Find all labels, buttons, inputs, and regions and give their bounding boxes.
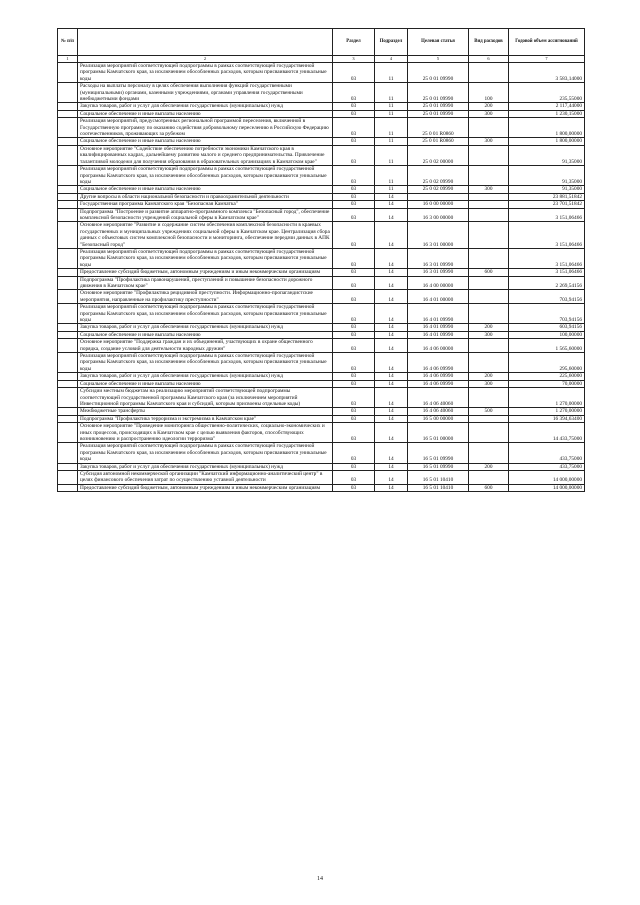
cell-num xyxy=(58,484,78,491)
cell-name: Расходы на выплаты персоналу в целях обеспечения выполнения функций государственными (муниципальными) органами, казенными учреждениями, органами управления государственными внебюджетными фондами xyxy=(78,83,333,103)
cell-csr: 16 3 01 00000 xyxy=(408,222,469,249)
cell-razdel: 03 xyxy=(333,470,375,484)
cell-name: Предоставление субсидий бюджетным, автономным учреждениям и иным некоммерческим организациям xyxy=(78,269,333,276)
cell-vr xyxy=(469,222,509,249)
cell-vr xyxy=(469,339,509,353)
cell-razdel: 03 xyxy=(333,103,375,110)
cell-name: Закупка товаров, работ и услуг для обеспечения государственных (муниципальных) нужд xyxy=(78,324,333,331)
cell-csr: 25 0 01 09990 xyxy=(408,103,469,110)
cell-num xyxy=(58,201,78,208)
header-name xyxy=(78,29,333,56)
cell-amount: 603,94156 xyxy=(509,324,585,331)
cell-podrazdel: 11 xyxy=(375,110,408,117)
cell-podrazdel: 14 xyxy=(375,380,408,387)
cell-num xyxy=(58,83,78,103)
cell-name: Основное мероприятие "Профилактика рецидивной преступности. Информационно-пропагандистские мероприятия, направленные на профилактику преступности" xyxy=(78,290,333,304)
table-row xyxy=(58,443,585,463)
cell-razdel: 03 xyxy=(333,423,375,443)
cell-vr xyxy=(469,166,509,186)
cell-podrazdel: 14 xyxy=(375,415,408,422)
cell-name: Государственная программа Камчатского края "Безопасная Камчатка" xyxy=(78,201,333,208)
cell-vr xyxy=(469,443,509,463)
cell-num xyxy=(58,470,78,484)
cell-vr: 200 xyxy=(469,103,509,110)
cell-amount: 3 151,06466 xyxy=(509,222,585,249)
cell-amount: 70,00000 xyxy=(509,380,585,387)
cell-csr: 16 5 01 09990 xyxy=(408,443,469,463)
cell-podrazdel: 14 xyxy=(375,408,408,415)
cell-vr: 500 xyxy=(469,408,509,415)
table-row xyxy=(58,380,585,387)
table-row xyxy=(58,138,585,145)
table-row xyxy=(58,415,585,422)
cell-podrazdel: 14 xyxy=(375,304,408,324)
cell-podrazdel: 14 xyxy=(375,388,408,408)
cell-csr: 16 5 00 00000 xyxy=(408,415,469,422)
table-row xyxy=(58,470,585,484)
cell-num xyxy=(58,145,78,165)
cell-name: Другие вопросы в области национальной безопасности и правоохранительной деятельности xyxy=(78,193,333,200)
cell-podrazdel: 11 xyxy=(375,186,408,193)
cell-vr: 300 xyxy=(469,110,509,117)
cell-razdel: 03 xyxy=(333,186,375,193)
cell-amount: 3 151,06466 xyxy=(509,269,585,276)
table-row xyxy=(58,388,585,408)
cell-razdel: 03 xyxy=(333,339,375,353)
cell-amount: 3 151,06466 xyxy=(509,208,585,222)
cell-name: Основное мероприятие "Развитие и содержание систем обеспечения комплексной безопасности в краевых государственных и муниципальных учреждениях социальной сферы в Камчатском крае. Централизация сбора данных с объектовых систем комплексной безопасности и мониторинга, обеспечение передачи данных в АПК "Безопасный город" xyxy=(78,222,333,249)
cell-vr: 300 xyxy=(469,380,509,387)
cell-csr: 16 4 06 09990 xyxy=(408,353,469,373)
cell-podrazdel: 14 xyxy=(375,269,408,276)
cell-name: Реализация мероприятий, предусмотренных региональной программой переселения, включенной в Государственную программу по оказанию содействия добровольному переселению в Российскую Федерацию соотечественников, проживающих за рубежом xyxy=(78,118,333,138)
cell-num xyxy=(58,373,78,380)
cell-amount: 14 433,75000 xyxy=(509,423,585,443)
table-row xyxy=(58,324,585,331)
cell-razdel: 03 xyxy=(333,304,375,324)
cell-amount: 3 583,14000 xyxy=(509,63,585,83)
cell-razdel: 03 xyxy=(333,222,375,249)
cell-num xyxy=(58,339,78,353)
cell-num xyxy=(58,388,78,408)
table-row xyxy=(58,269,585,276)
table-row xyxy=(58,222,585,249)
table-body xyxy=(58,63,585,492)
table-row xyxy=(58,290,585,304)
cell-podrazdel: 11 xyxy=(375,166,408,186)
cell-amount: 1 565,60000 xyxy=(509,339,585,353)
cell-amount: 433,75000 xyxy=(509,443,585,463)
cell-podrazdel: 11 xyxy=(375,145,408,165)
table-row xyxy=(58,484,585,491)
cell-razdel: 03 xyxy=(333,193,375,200)
cell-razdel: 03 xyxy=(333,331,375,338)
cell-csr: 16 5 01 00000 xyxy=(408,423,469,443)
cell-razdel: 03 xyxy=(333,415,375,422)
cell-name: Закупка товаров, работ и услуг для обеспечения государственных (муниципальных) нужд xyxy=(78,373,333,380)
cell-vr xyxy=(469,290,509,304)
cell-podrazdel: 11 xyxy=(375,138,408,145)
cell-podrazdel: 14 xyxy=(375,201,408,208)
cell-vr xyxy=(469,415,509,422)
column-index: 1 xyxy=(58,56,78,63)
table-row xyxy=(58,276,585,290)
cell-num xyxy=(58,186,78,193)
cell-vr: 300 xyxy=(469,138,509,145)
table-row xyxy=(58,145,585,165)
table-row xyxy=(58,353,585,373)
cell-csr: 25 0 02 09990 xyxy=(408,166,469,186)
cell-razdel: 03 xyxy=(333,380,375,387)
cell-name: Предоставление субсидий бюджетным, автономным учреждениям и иным некоммерческим организациям xyxy=(78,484,333,491)
cell-podrazdel: 14 xyxy=(375,339,408,353)
cell-amount: 14 000,00000 xyxy=(509,484,585,491)
cell-razdel: 03 xyxy=(333,324,375,331)
cell-csr: 16 3 01 09990 xyxy=(408,248,469,268)
cell-name: Основное мероприятие "Поддержка граждан и их объединений, участвующих в охране общественного порядка, создание условий для деятельности народных дружин" xyxy=(78,339,333,353)
cell-csr xyxy=(408,193,469,200)
cell-vr: 600 xyxy=(469,484,509,491)
header-row xyxy=(58,29,585,56)
cell-name: Закупка товаров, работ и услуг для обеспечения государственных (муниципальных) нужд xyxy=(78,103,333,110)
cell-num xyxy=(58,208,78,222)
cell-num xyxy=(58,304,78,324)
cell-amount: 23 881,51842 xyxy=(509,193,585,200)
cell-num xyxy=(58,380,78,387)
cell-amount: 225,60000 xyxy=(509,373,585,380)
cell-podrazdel: 14 xyxy=(375,276,408,290)
cell-amount: 14 000,00000 xyxy=(509,470,585,484)
cell-razdel: 03 xyxy=(333,484,375,491)
header-razdel: Раздел xyxy=(333,29,375,56)
cell-name: Социальное обеспечение и иные выплаты населению xyxy=(78,138,333,145)
header-num: № п/п xyxy=(58,29,78,56)
cell-amount: 91,35000 xyxy=(509,145,585,165)
header-vr: Вид расходов xyxy=(469,29,509,56)
table-row xyxy=(58,423,585,443)
table-row xyxy=(58,208,585,222)
cell-razdel: 03 xyxy=(333,145,375,165)
cell-razdel: 03 xyxy=(333,290,375,304)
column-index: 2 xyxy=(78,56,333,63)
cell-razdel: 03 xyxy=(333,248,375,268)
table-row xyxy=(58,339,585,353)
table-row xyxy=(58,304,585,324)
cell-podrazdel: 14 xyxy=(375,484,408,491)
cell-razdel: 03 xyxy=(333,276,375,290)
cell-name: Подпрограмма "Построение и развитие аппаратно-программного комплекса "Безопасный город", обеспечение комплексной безопасности учреждений социальной сферы в Камчатском крае" xyxy=(78,208,333,222)
cell-csr: 25 0 01 R0860 xyxy=(408,138,469,145)
table-row xyxy=(58,408,585,415)
cell-num xyxy=(58,222,78,249)
cell-amount: 433,75000 xyxy=(509,463,585,470)
cell-csr: 16 0 00 00000 xyxy=(408,201,469,208)
cell-name: Субсидия автономной некоммерческой организации "Камчатский информационно-аналитический центр" в целях финансового обеспечения затрат по осуществлению уставной деятельности xyxy=(78,470,333,484)
cell-num xyxy=(58,423,78,443)
cell-amount: 1 270,00000 xyxy=(509,408,585,415)
cell-num xyxy=(58,331,78,338)
cell-razdel: 03 xyxy=(333,463,375,470)
cell-podrazdel: 14 xyxy=(375,193,408,200)
table-row xyxy=(58,83,585,103)
cell-podrazdel: 14 xyxy=(375,324,408,331)
cell-csr: 16 4 01 00000 xyxy=(408,290,469,304)
cell-podrazdel: 14 xyxy=(375,353,408,373)
cell-num xyxy=(58,269,78,276)
table-row xyxy=(58,103,585,110)
column-index: 5 xyxy=(408,56,469,63)
column-index-row xyxy=(58,56,585,63)
cell-name: Субсидии местным бюджетам на реализацию мероприятий соответствующей подпрограммы соответствующей государственной программы Камчатского края (за исключением мероприятий Инвестиционной программы Камчатского края и субсидий, которым присвоены отдельные коды) xyxy=(78,388,333,408)
cell-podrazdel: 14 xyxy=(375,470,408,484)
cell-name: Реализация мероприятий соответствующей подпрограммы в рамках соответствующей государственной программы Камчатского края, за исключением обособленных расходов, которым присваиваются уникальные коды xyxy=(78,353,333,373)
cell-vr: 300 xyxy=(469,331,509,338)
cell-razdel: 03 xyxy=(333,373,375,380)
cell-razdel: 03 xyxy=(333,138,375,145)
table-row xyxy=(58,373,585,380)
cell-csr: 16 5 01 10410 xyxy=(408,470,469,484)
cell-name: Реализация мероприятий соответствующей подпрограммы в рамках соответствующей государственной программы Камчатского края, за исключением обособленных расходов, которым присваиваются уникальные коды xyxy=(78,304,333,324)
cell-csr: 25 0 01 09990 xyxy=(408,110,469,117)
cell-podrazdel: 11 xyxy=(375,63,408,83)
cell-vr xyxy=(469,193,509,200)
cell-num xyxy=(58,103,78,110)
cell-amount: 703,94156 xyxy=(509,304,585,324)
cell-csr: 25 0 01 R0860 xyxy=(408,118,469,138)
cell-vr xyxy=(469,145,509,165)
cell-csr: 16 4 06 40060 xyxy=(408,388,469,408)
cell-csr: 16 4 01 09990 xyxy=(408,304,469,324)
cell-amount: 100,00000 xyxy=(509,331,585,338)
cell-name: Межбюджетные трансферты xyxy=(78,408,333,415)
cell-vr xyxy=(469,423,509,443)
cell-csr: 16 4 01 09990 xyxy=(408,324,469,331)
cell-amount: 1 800,00000 xyxy=(509,138,585,145)
cell-csr: 16 4 06 00000 xyxy=(408,339,469,353)
cell-csr: 16 3 00 00000 xyxy=(408,208,469,222)
cell-vr xyxy=(469,304,509,324)
cell-name: Социальное обеспечение и иные выплаты населению xyxy=(78,380,333,387)
cell-razdel: 03 xyxy=(333,118,375,138)
cell-csr: 16 4 00 00000 xyxy=(408,276,469,290)
cell-amount: 1 230,15000 xyxy=(509,110,585,117)
cell-podrazdel: 14 xyxy=(375,208,408,222)
cell-razdel: 03 xyxy=(333,208,375,222)
cell-csr: 16 4 01 09990 xyxy=(408,331,469,338)
cell-name: Социальное обеспечение и иные выплаты населению xyxy=(78,186,333,193)
header-amount: Годовой объем ассигнований xyxy=(509,29,585,56)
cell-vr xyxy=(469,208,509,222)
cell-name: Основное мероприятие "Содействие обеспечению потребности экономики Камчатского края в квалифицированных кадрах, дальнейшему развитию малого и среднего предпринимательства. Привлечение талантливой молодежи для получения образования в образовательных организациях в Камчатском крае" xyxy=(78,145,333,165)
cell-amount: 1 800,00000 xyxy=(509,118,585,138)
budget-table xyxy=(57,28,585,492)
cell-csr: 25 0 02 09990 xyxy=(408,186,469,193)
cell-name: Реализация мероприятий соответствующей подпрограммы в рамках соответствующей государственной программы Камчатского края, за исключением обособленных расходов, которым присваиваются уникальные коды xyxy=(78,166,333,186)
cell-name: Подпрограмма "Профилактика правонарушений, преступлений и повышение безопасности дорожного движения в Камчатском крае" xyxy=(78,276,333,290)
cell-num xyxy=(58,110,78,117)
cell-podrazdel: 14 xyxy=(375,373,408,380)
cell-num xyxy=(58,118,78,138)
cell-razdel: 03 xyxy=(333,110,375,117)
table-row xyxy=(58,166,585,186)
table-row xyxy=(58,193,585,200)
cell-razdel: 03 xyxy=(333,269,375,276)
cell-podrazdel: 11 xyxy=(375,103,408,110)
cell-csr: 16 4 06 40060 xyxy=(408,408,469,415)
cell-podrazdel: 14 xyxy=(375,331,408,338)
cell-csr: 25 0 01 09990 xyxy=(408,83,469,103)
cell-vr: 200 xyxy=(469,373,509,380)
column-index: 4 xyxy=(375,56,408,63)
cell-vr: 600 xyxy=(469,269,509,276)
cell-vr: 100 xyxy=(469,83,509,103)
cell-razdel: 03 xyxy=(333,166,375,186)
cell-podrazdel: 14 xyxy=(375,443,408,463)
cell-amount: 2 269,54156 xyxy=(509,276,585,290)
cell-name: Основное мероприятие "Проведение мониторинга общественно-политических, социально-экономических и иных процессов, происходящих в Камчатском крае с целью выявления факторов, способствующих возникновению и распространению идеологии терроризма" xyxy=(78,423,333,443)
cell-num xyxy=(58,138,78,145)
cell-razdel: 03 xyxy=(333,63,375,83)
cell-name: Реализация мероприятий соответствующей подпрограммы в рамках соответствующей государственной программы Камчатского края, за исключением обособленных расходов, которым присваиваются уникальные коды xyxy=(78,63,333,83)
table-row xyxy=(58,248,585,268)
cell-num xyxy=(58,463,78,470)
cell-vr: 200 xyxy=(469,463,509,470)
cell-csr: 16 3 01 09990 xyxy=(408,269,469,276)
column-index: 7 xyxy=(509,56,585,63)
cell-vr xyxy=(469,353,509,373)
cell-vr xyxy=(469,118,509,138)
header-csr: Целевая статья xyxy=(408,29,469,56)
cell-razdel: 03 xyxy=(333,201,375,208)
cell-name: Социальное обеспечение и иные выплаты населению xyxy=(78,331,333,338)
cell-csr: 16 5 01 09990 xyxy=(408,463,469,470)
table-row xyxy=(58,463,585,470)
cell-podrazdel: 14 xyxy=(375,222,408,249)
cell-podrazdel: 14 xyxy=(375,290,408,304)
cell-podrazdel: 11 xyxy=(375,118,408,138)
cell-name: Социальное обеспечение и иные выплаты населению xyxy=(78,110,333,117)
cell-razdel: 03 xyxy=(333,408,375,415)
cell-csr: 16 5 01 10410 xyxy=(408,484,469,491)
column-index: 6 xyxy=(469,56,509,63)
cell-amount: 703,94156 xyxy=(509,290,585,304)
column-index: 3 xyxy=(333,56,375,63)
cell-num xyxy=(58,248,78,268)
cell-amount: 91,35000 xyxy=(509,166,585,186)
cell-podrazdel: 14 xyxy=(375,423,408,443)
cell-razdel: 03 xyxy=(333,388,375,408)
table-row xyxy=(58,118,585,138)
cell-num xyxy=(58,324,78,331)
cell-vr xyxy=(469,470,509,484)
cell-vr: 300 xyxy=(469,186,509,193)
cell-amount: 2 117,44000 xyxy=(509,103,585,110)
cell-amount: 295,60000 xyxy=(509,353,585,373)
cell-name: Закупка товаров, работ и услуг для обеспечения государственных (муниципальных) нужд xyxy=(78,463,333,470)
cell-num xyxy=(58,166,78,186)
cell-num xyxy=(58,193,78,200)
cell-razdel: 03 xyxy=(333,353,375,373)
cell-csr: 16 4 06 09990 xyxy=(408,380,469,387)
cell-amount: 235,55000 xyxy=(509,83,585,103)
table-row xyxy=(58,110,585,117)
cell-podrazdel: 11 xyxy=(375,83,408,103)
cell-vr xyxy=(469,388,509,408)
page-number: 14 xyxy=(317,876,323,882)
table-row xyxy=(58,331,585,338)
cell-num xyxy=(58,63,78,83)
cell-num xyxy=(58,276,78,290)
cell-num xyxy=(58,415,78,422)
table-header xyxy=(58,29,585,63)
table-row xyxy=(58,63,585,83)
cell-num xyxy=(58,443,78,463)
cell-vr xyxy=(469,248,509,268)
cell-num xyxy=(58,408,78,415)
cell-name: Реализация мероприятий соответствующей подпрограммы в рамках соответствующей государственной программы Камчатского края, за исключением обособленных расходов, которым присваиваются уникальные коды xyxy=(78,443,333,463)
cell-vr: 200 xyxy=(469,324,509,331)
cell-csr: 25 0 02 00000 xyxy=(408,145,469,165)
cell-podrazdel: 14 xyxy=(375,463,408,470)
cell-amount: 23 701,51842 xyxy=(509,201,585,208)
cell-vr xyxy=(469,201,509,208)
cell-num xyxy=(58,353,78,373)
table-row xyxy=(58,201,585,208)
cell-podrazdel: 14 xyxy=(375,248,408,268)
cell-amount: 91,35000 xyxy=(509,186,585,193)
cell-razdel: 03 xyxy=(333,443,375,463)
cell-csr: 16 4 06 09990 xyxy=(408,373,469,380)
table-row xyxy=(58,186,585,193)
cell-vr xyxy=(469,63,509,83)
cell-amount: 1 270,00000 xyxy=(509,388,585,408)
cell-amount: 3 151,06466 xyxy=(509,248,585,268)
cell-name: Подпрограмма "Профилактика терроризма и экстремизма в Камчатском крае" xyxy=(78,415,333,422)
cell-vr xyxy=(469,276,509,290)
cell-name: Реализация мероприятий соответствующей подпрограммы в рамках соответствующей государственной программы Камчатского края, за исключением обособленных расходов, которым присваиваются уникальные коды xyxy=(78,248,333,268)
cell-csr: 25 0 01 09990 xyxy=(408,63,469,83)
cell-razdel: 03 xyxy=(333,83,375,103)
cell-amount: 16 394,63400 xyxy=(509,415,585,422)
header-podrazdel: Подраздел xyxy=(375,29,408,56)
cell-num xyxy=(58,290,78,304)
